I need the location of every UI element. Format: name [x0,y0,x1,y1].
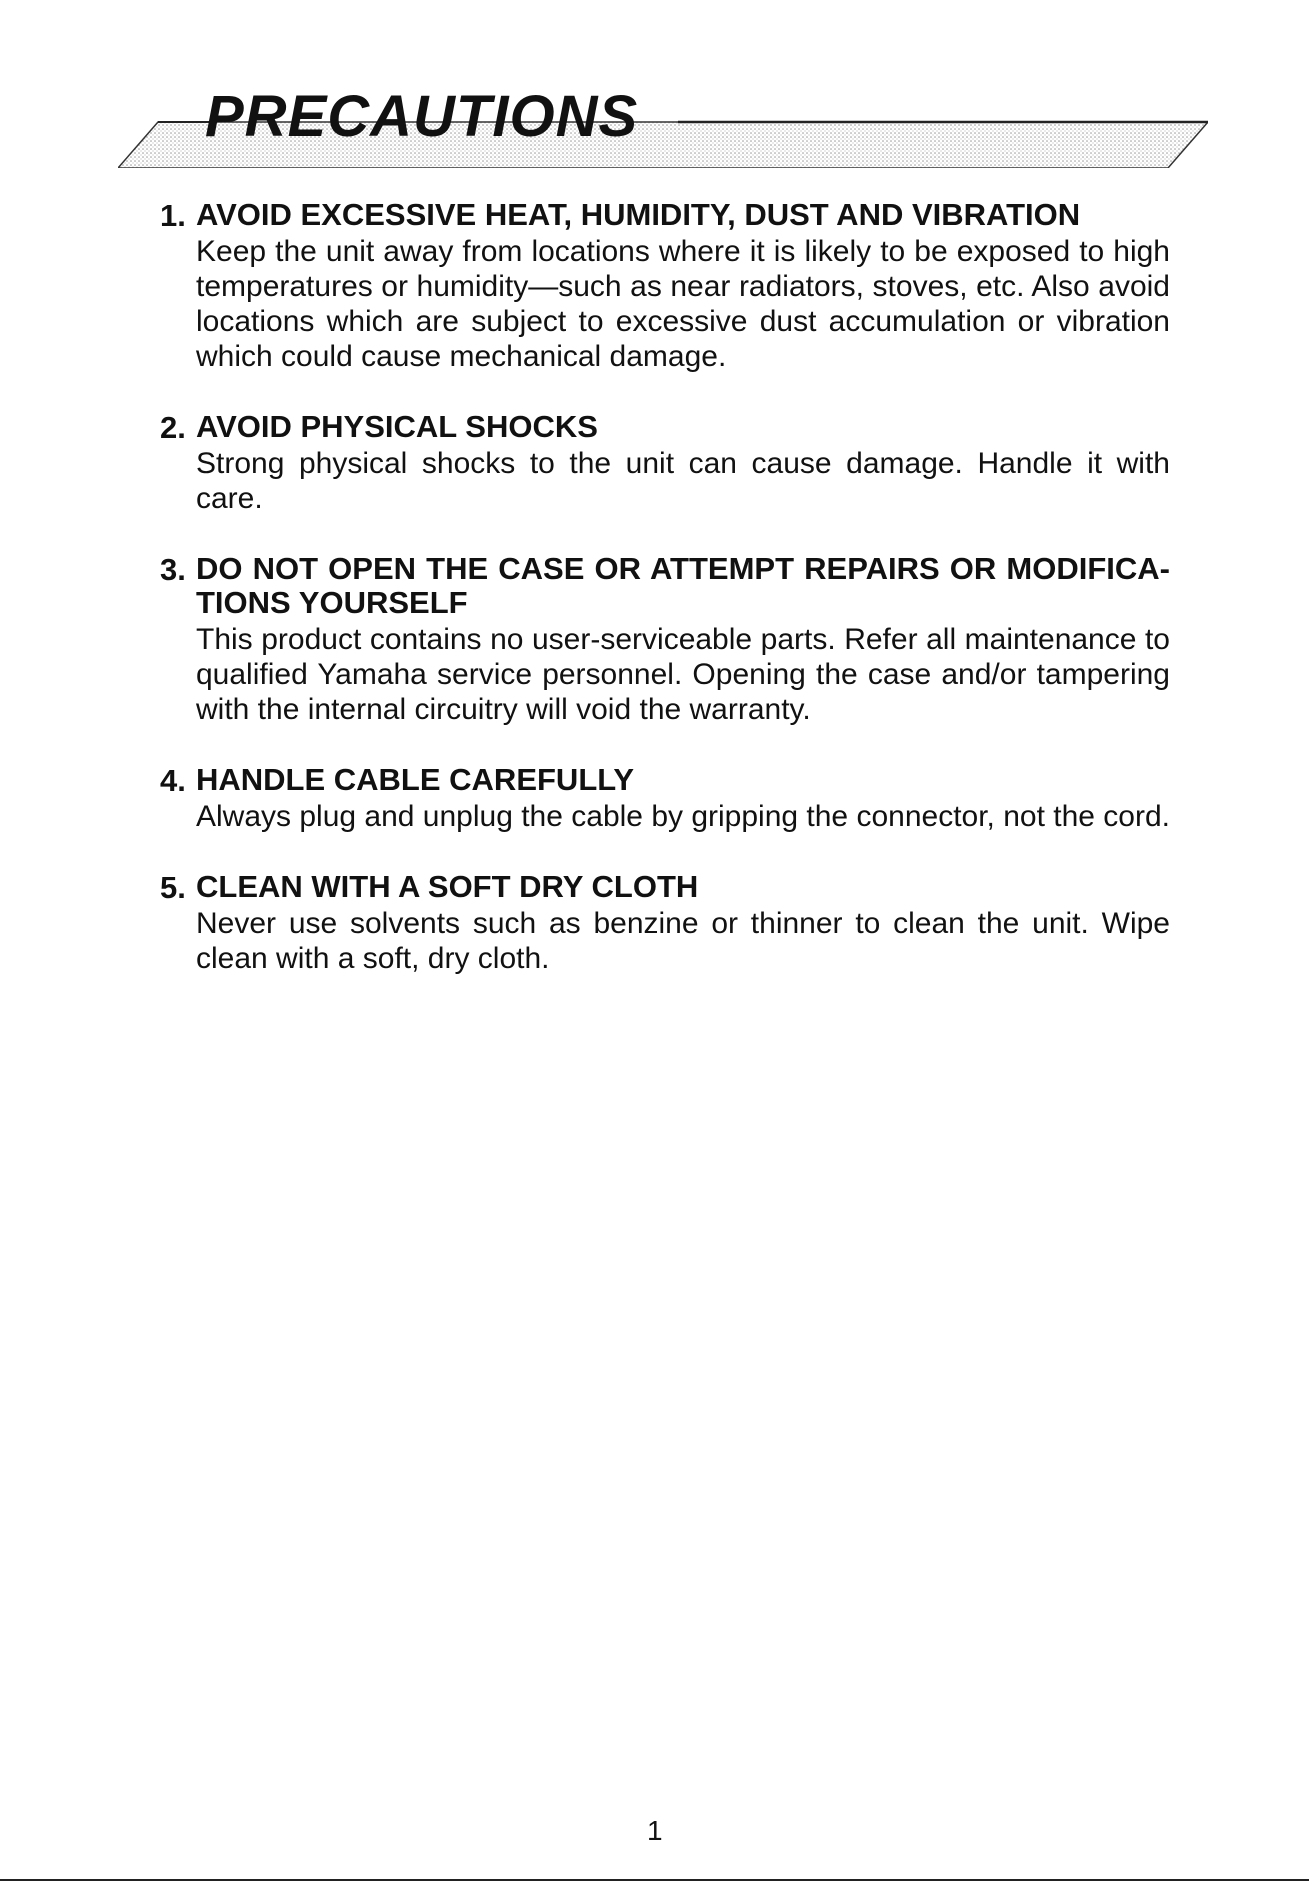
item-heading: DO NOT OPEN THE CASE OR ATTEMPT REPAIRS OR MODIFICA-TIONS YOURSELF [196,551,1170,620]
precaution-item [160,870,1170,976]
item-body: Always plug and unplug the cable by gripping the connector, not the cord. [196,800,1170,833]
item-body: This product contains no user-serviceable parts. Refer all maintenance to qualified Yamaha service personnel. Opening the case and/or tampering with the internal circuitry will void the warranty. [196,623,1170,726]
item-heading: AVOID PHYSICAL SHOCKS [196,409,598,444]
precaution-item [160,763,1170,834]
page-number: 1 [647,1815,663,1846]
item-body: Keep the unit away from locations where it is likely to be exposed to high temperatures or humidity—such as near radiators, stoves, etc. Also avoid locations which are subject to excessive dust accumulation or vibration which could cause mechanical damage. [196,235,1170,373]
item-number: 4. [160,763,186,798]
precaution-item [160,410,1170,516]
item-heading: AVOID EXCESSIVE HEAT, HUMIDITY, DUST AND VIBRATION [196,197,1081,232]
page-title: PRECAUTIONS [205,84,639,149]
item-body: Strong physical shocks to the unit can cause damage. Handle it with care. [196,447,1170,515]
precaution-item [160,552,1170,727]
precautions-list [160,198,1170,1012]
item-number: 1. [160,198,186,233]
item-number: 5. [160,870,186,905]
item-number: 2. [160,410,186,445]
precaution-item [160,198,1170,374]
item-heading: CLEAN WITH A SOFT DRY CLOTH [196,869,699,904]
item-heading: HANDLE CABLE CAREFULLY [196,762,635,797]
bottom-rule [0,1879,1309,1881]
item-number: 3. [160,552,186,587]
item-body: Never use solvents such as benzine or thinner to clean the unit. Wipe clean with a soft, dry cloth. [196,907,1170,975]
